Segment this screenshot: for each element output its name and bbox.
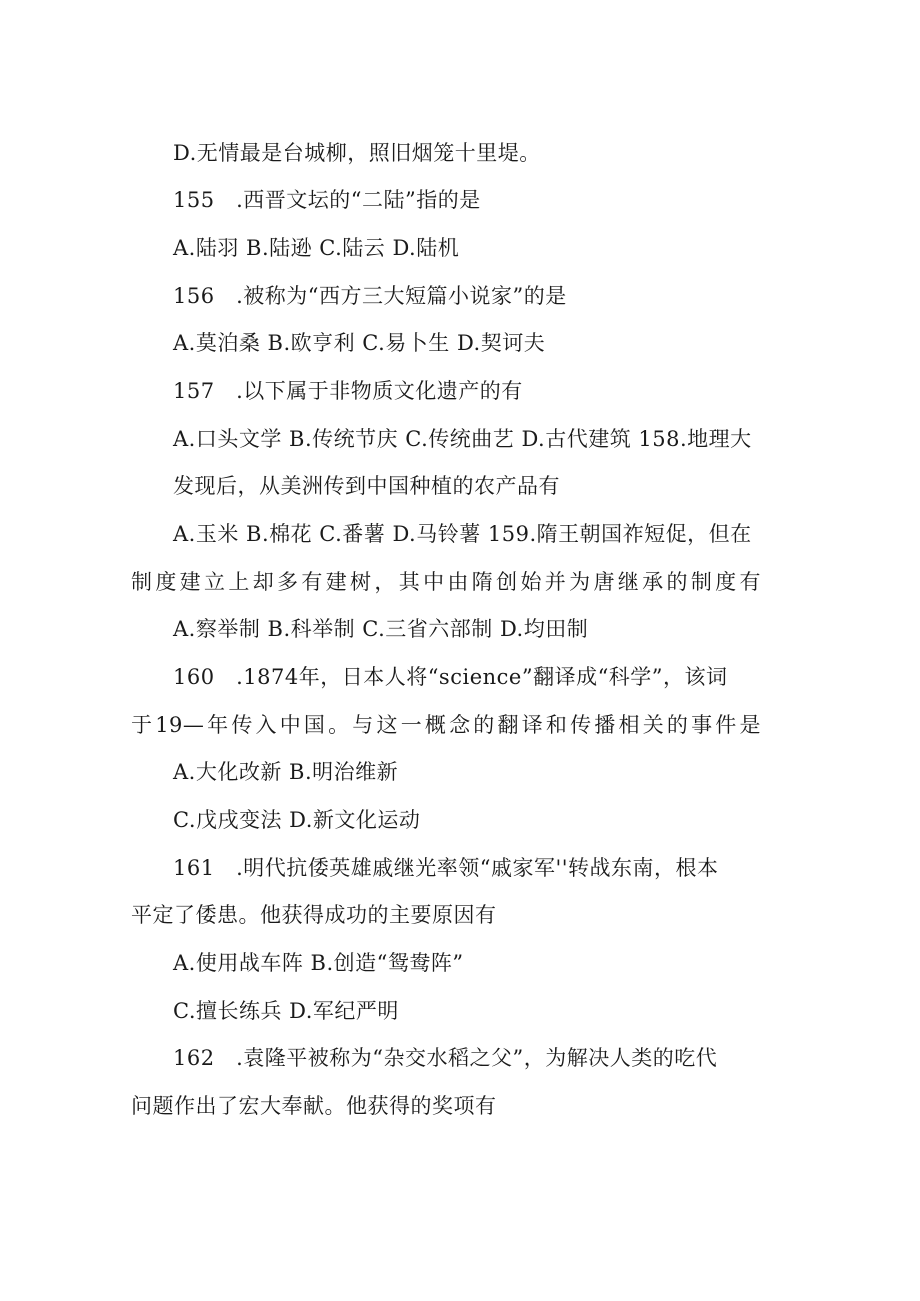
question-157: 157 .以下属于非物质文化遗产的有 — [173, 379, 523, 403]
options-160-ab: A.大化改新 B.明治维新 — [173, 760, 399, 784]
question-160-continued: 于19—年传入中国。与这一概念的翻译和传播相关的事件是 — [131, 713, 761, 737]
question-162-continued: 问题作出了宏大奉献。他获得的奖项有 — [131, 1094, 497, 1118]
options-161-ab: A.使用战车阵 B.创造“鸳鸯阵” — [173, 951, 464, 975]
question-158-continued: 发现后，从美洲传到中国种植的农产品有 — [173, 474, 560, 498]
options-160-cd: C.戊戌变法 D.新文化运动 — [173, 808, 421, 832]
question-162: 162 .袁隆平被称为“杂交水稻之父”，为解决人类的吃代 — [173, 1046, 718, 1070]
options-158-question-159: A.玉米 B.棉花 C.番薯 D.马铃薯 159.隋王朝国祚短促，但在 — [173, 522, 752, 546]
question-159-continued: 制度建立上却多有建树，其中由隋创始并为唐继承的制度有 — [131, 570, 761, 594]
option-line: D.无情最是台城柳，照旧烟笼十里堤。 — [173, 141, 541, 165]
options-156: A.莫泊桑 B.欧亨利 C.易卜生 D.契诃夫 — [173, 331, 546, 355]
options-157-question-158: A.口头文学 B.传统节庆 C.传统曲艺 D.古代建筑 158.地理大 — [173, 427, 752, 451]
question-161: 161 .明代抗倭英雄戚继光率领“戚家军''转战东南，根本 — [173, 856, 719, 880]
question-155: 155 .西晋文坛的“二陆”指的是 — [173, 188, 481, 212]
options-159: A.察举制 B.科举制 C.三省六部制 D.均田制 — [173, 617, 589, 641]
options-161-cd: C.擅长练兵 D.军纪严明 — [173, 999, 399, 1023]
question-156: 156 .被称为“西方三大短篇小说家”的是 — [173, 284, 567, 308]
question-161-continued: 平定了倭患。他获得成功的主要原因有 — [131, 903, 497, 927]
question-160: 160 .1874年，日本人将“science”翻译成“科学”，该词 — [173, 665, 728, 689]
options-155: A.陆羽 B.陆逊 C.陆云 D.陆机 — [173, 236, 460, 260]
